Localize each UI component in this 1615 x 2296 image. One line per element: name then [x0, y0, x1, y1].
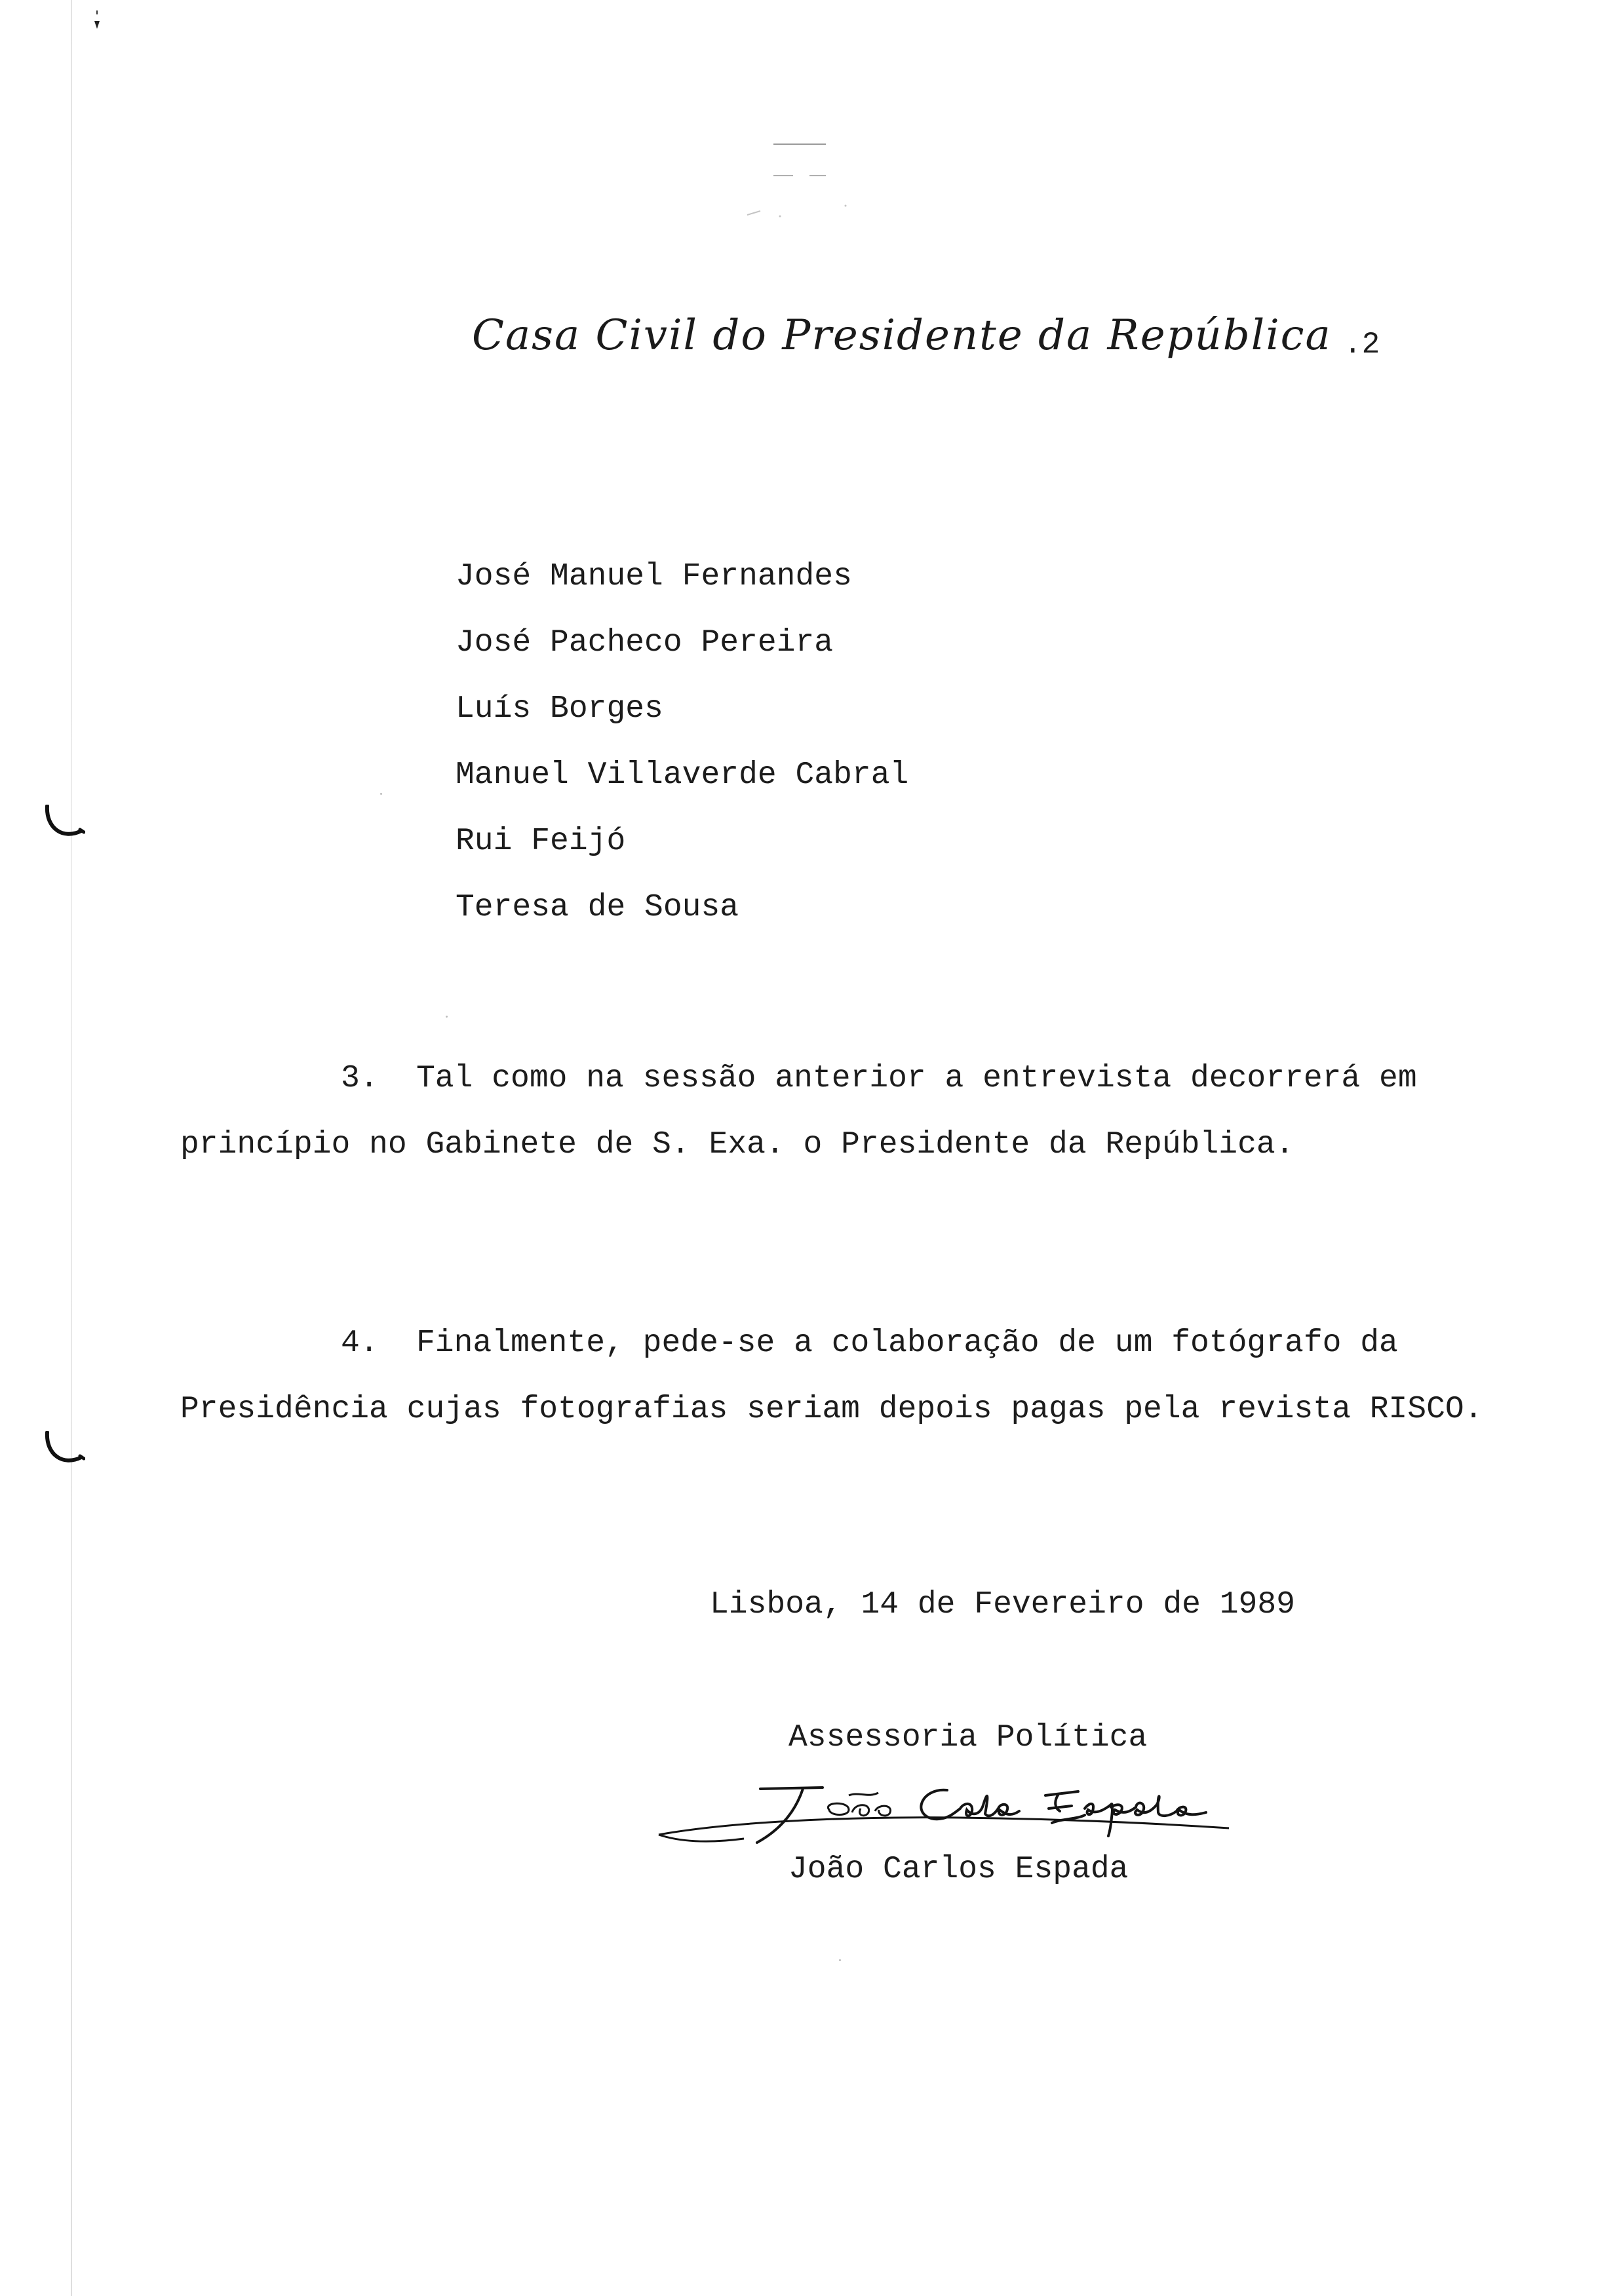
paragraph-first-line [180, 1059, 1557, 1125]
paragraph-number: 4. [341, 1326, 379, 1361]
corner-mark-icon [90, 9, 104, 35]
paragraph-4 [180, 1324, 1557, 1456]
paragraph-text: princípio no Gabinete de S. Exa. o Presidente da República. [180, 1127, 1294, 1162]
punch-hole-mark-icon [43, 1431, 85, 1473]
scan-speck [839, 1959, 841, 1961]
recipient-name: Luís Borges [456, 691, 663, 727]
department-name: Assessoria Política [788, 1720, 1148, 1755]
punch-hole-mark-icon [43, 805, 85, 847]
recipient-name: Rui Feijó [456, 824, 626, 859]
scan-speck [380, 793, 382, 795]
recipient-name: José Manuel Fernandes [456, 559, 852, 594]
recipient-name: Teresa de Sousa [456, 890, 739, 925]
letterhead: Casa Civil do Presidente da República [472, 311, 1332, 360]
paragraph-3 [180, 1059, 1557, 1191]
signer-name: João Carlos Espada [788, 1852, 1129, 1887]
recipient-name: Manuel Villaverde Cabral [456, 757, 909, 793]
page-number: .2 [1344, 328, 1380, 362]
paragraph-text: Presidência cujas fotografias seriam depois pagas pela revista RISCO. [180, 1392, 1483, 1427]
paragraph-first-line [180, 1324, 1557, 1390]
paragraph-text: Tal como na sessão anterior a entrevista decorrerá em [416, 1061, 1417, 1096]
scan-speck [446, 1016, 448, 1018]
recipient-list [456, 557, 908, 954]
recipient-name: José Pacheco Pereira [456, 625, 834, 660]
paragraph-number: 3. [341, 1061, 379, 1096]
scan-smudge [734, 138, 865, 223]
paragraph-text: Finalmente, pede-se a colaboração de um fotógrafo da [416, 1326, 1398, 1361]
scan-margin-line [71, 0, 72, 2296]
place-date: Lisboa, 14 de Fevereiro de 1989 [710, 1587, 1295, 1622]
